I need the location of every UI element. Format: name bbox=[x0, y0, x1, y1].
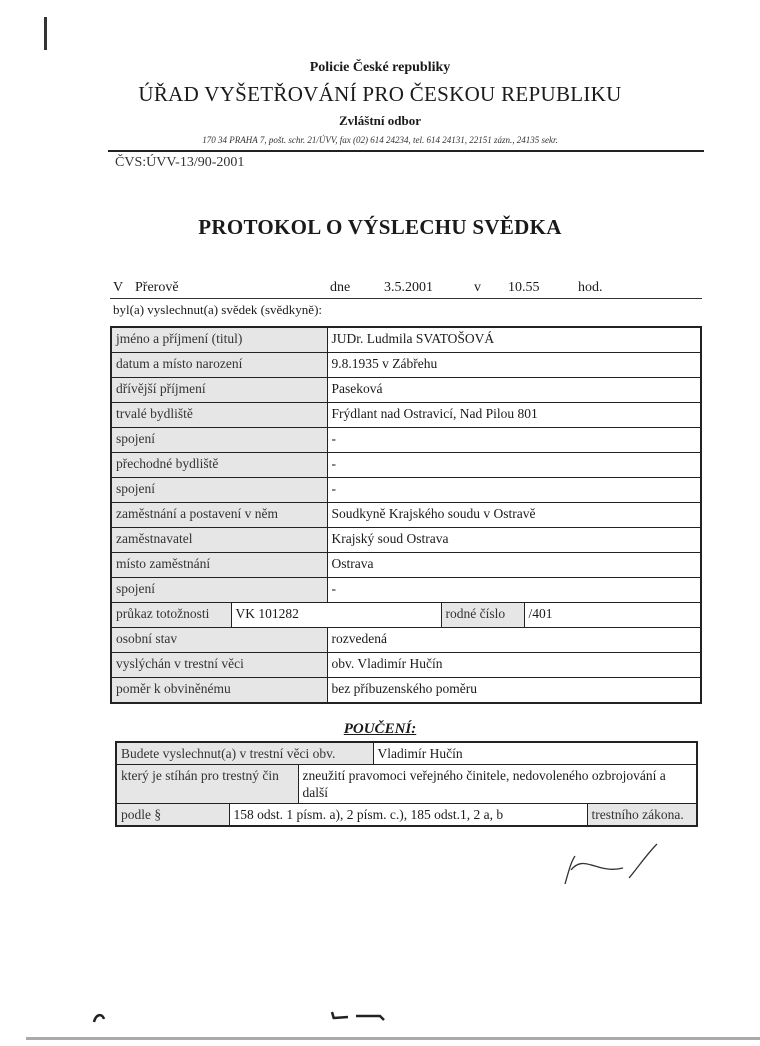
table-row bbox=[111, 378, 701, 403]
field-value: - bbox=[327, 428, 701, 453]
document-title: PROTOKOL O VÝSLECHU SVĚDKA bbox=[198, 215, 562, 239]
field-label: spojení bbox=[111, 478, 327, 503]
scan-mark bbox=[330, 1008, 390, 1024]
place-name: Přerově bbox=[135, 280, 179, 295]
field-label: dřívější příjmení bbox=[111, 378, 327, 403]
instruction-value: Vladimír Hučín bbox=[373, 742, 697, 765]
table-row bbox=[111, 503, 701, 528]
field-value: - bbox=[327, 453, 701, 478]
instruction-label: podle § bbox=[116, 804, 229, 827]
field-value: Paseková bbox=[327, 378, 701, 403]
scan-mark bbox=[92, 1010, 108, 1024]
field-label: zaměstnání a postavení v něm bbox=[111, 503, 327, 528]
witness-table bbox=[110, 326, 702, 704]
table-row bbox=[111, 603, 701, 628]
table-row bbox=[111, 478, 701, 503]
field-label: spojení bbox=[111, 428, 327, 453]
field-label: datum a místo narození bbox=[111, 353, 327, 378]
time-prefix: v bbox=[474, 280, 481, 295]
field-value: - bbox=[327, 478, 701, 503]
instruction-label: Budete vyslechnut(a) v trestní věci obv. bbox=[116, 742, 373, 765]
field-label: jméno a příjmení (titul) bbox=[111, 327, 327, 353]
date-label: dne bbox=[330, 280, 351, 295]
signature bbox=[535, 840, 665, 890]
place-divider bbox=[110, 298, 702, 299]
header-divider bbox=[108, 150, 704, 152]
table-row bbox=[111, 653, 701, 678]
field-value: bez příbuzenského poměru bbox=[327, 678, 701, 704]
table-row bbox=[111, 578, 701, 603]
place-prefix: V bbox=[113, 280, 124, 295]
table-row bbox=[111, 428, 701, 453]
time-unit: hod. bbox=[578, 280, 603, 295]
field-value: VK 101282 bbox=[231, 603, 441, 628]
field-value: JUDr. Ludmila SVATOŠOVÁ bbox=[327, 327, 701, 353]
field-value: obv. Vladimír Hučín bbox=[327, 653, 701, 678]
table-row bbox=[111, 628, 701, 653]
field-value: Soudkyně Krajského soudu v Ostravě bbox=[327, 503, 701, 528]
field-label: poměr k obviněnému bbox=[111, 678, 327, 704]
witness-intro: byl(a) vyslechnut(a) svědek (svědkyně): bbox=[113, 302, 323, 317]
table-row bbox=[111, 327, 701, 353]
instruction-value: 158 odst. 1 písm. a), 2 písm. c.), 185 odst.1, 2 a, b bbox=[229, 804, 587, 827]
instruction-suffix: trestního zákona. bbox=[587, 804, 697, 827]
field-value: Frýdlant nad Ostravicí, Nad Pilou 801 bbox=[327, 403, 701, 428]
table-row bbox=[111, 403, 701, 428]
table-row bbox=[116, 804, 697, 827]
table-row bbox=[111, 528, 701, 553]
table-row bbox=[111, 353, 701, 378]
field-value: /401 bbox=[524, 603, 701, 628]
table-row bbox=[116, 742, 697, 765]
field-value: - bbox=[327, 578, 701, 603]
field-label: přechodné bydliště bbox=[111, 453, 327, 478]
field-label: spojení bbox=[111, 578, 327, 603]
field-value: Ostrava bbox=[327, 553, 701, 578]
field-value: Krajský soud Ostrava bbox=[327, 528, 701, 553]
scan-mark bbox=[44, 17, 47, 50]
table-row bbox=[116, 765, 697, 804]
field-label: zaměstnavatel bbox=[111, 528, 327, 553]
date-value: 3.5.2001 bbox=[384, 280, 433, 295]
instruction-label: který je stíhán pro trestný čin bbox=[116, 765, 298, 804]
reference-number: ČVS:ÚVV-13/90-2001 bbox=[115, 155, 245, 170]
instruction-heading: POUČENÍ: bbox=[343, 721, 417, 737]
field-label: místo zaměstnání bbox=[111, 553, 327, 578]
address-line: 170 34 PRAHA 7, pošt. schr. 21/ÚVV, fax (02) 614 24234, tel. 614 24131, 22151 zázn., 24135 sekr. bbox=[202, 135, 558, 145]
table-row bbox=[111, 678, 701, 704]
field-label: osobní stav bbox=[111, 628, 327, 653]
field-label: průkaz totožnosti bbox=[111, 603, 231, 628]
field-value: rozvedená bbox=[327, 628, 701, 653]
field-label: trvalé bydliště bbox=[111, 403, 327, 428]
office-header: ÚŘAD VYŠETŘOVÁNÍ PRO ČESKOU REPUBLIKU bbox=[138, 82, 622, 106]
police-header: Policie České republiky bbox=[309, 60, 451, 75]
page-edge bbox=[26, 1037, 760, 1040]
field-value: 9.8.1935 v Zábřehu bbox=[327, 353, 701, 378]
instruction-table bbox=[115, 741, 698, 827]
instruction-value: zneužití pravomoci veřejného činitele, nedovoleného ozbrojování a další bbox=[298, 765, 697, 804]
table-row bbox=[111, 453, 701, 478]
time-value: 10.55 bbox=[508, 280, 540, 295]
field-label: rodné číslo bbox=[441, 603, 524, 628]
table-row bbox=[111, 553, 701, 578]
department-header: Zvláštní odbor bbox=[339, 113, 421, 128]
field-label: vyslýchán v trestní věci bbox=[111, 653, 327, 678]
